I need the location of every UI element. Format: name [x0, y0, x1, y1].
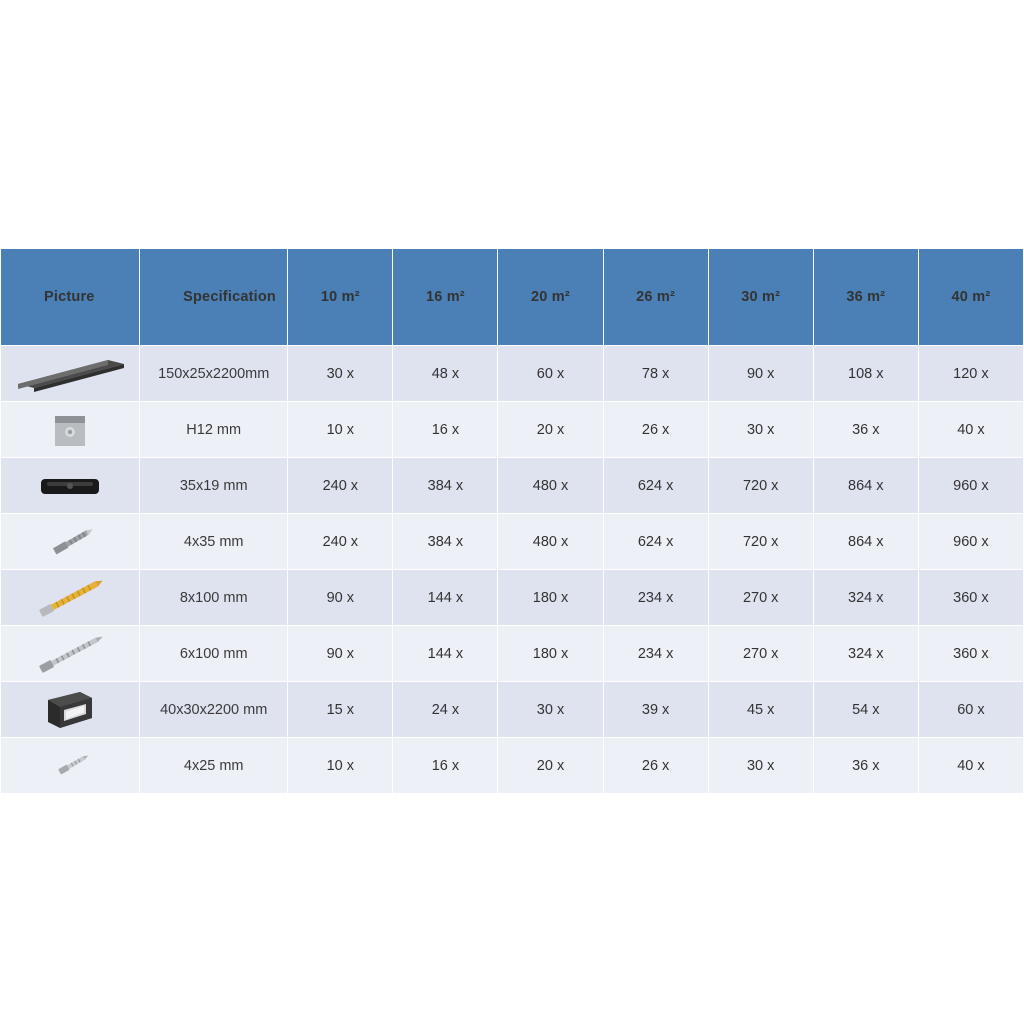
row-qty-30: 45 x: [708, 682, 813, 738]
row-qty-20: 480 x: [498, 458, 603, 514]
row-qty-30: 270 x: [708, 626, 813, 682]
screw-yellow-long-icon: [1, 572, 138, 623]
row-picture-cell: [1, 514, 140, 570]
row-qty-40: 960 x: [918, 514, 1023, 570]
column-header-40m2: 40 m²: [918, 249, 1023, 346]
row-qty-10: 30 x: [288, 346, 393, 402]
row-qty-40: 60 x: [918, 682, 1023, 738]
row-picture-cell: [1, 570, 140, 626]
table-row: [1, 346, 1024, 402]
table-header: [1, 249, 1024, 346]
row-qty-20: 480 x: [498, 514, 603, 570]
row-qty-26: 39 x: [603, 682, 708, 738]
row-qty-36: 108 x: [813, 346, 918, 402]
row-qty-30: 90 x: [708, 346, 813, 402]
spec-table-container: [0, 248, 1024, 794]
row-picture-cell: [1, 682, 140, 738]
row-qty-40: 120 x: [918, 346, 1023, 402]
row-qty-30: 30 x: [708, 738, 813, 794]
row-qty-26: 78 x: [603, 346, 708, 402]
row-qty-30: 720 x: [708, 514, 813, 570]
row-qty-10: 90 x: [288, 570, 393, 626]
row-qty-36: 36 x: [813, 402, 918, 458]
table-row: [1, 738, 1024, 794]
row-qty-40: 360 x: [918, 626, 1023, 682]
row-qty-30: 270 x: [708, 570, 813, 626]
row-qty-16: 144 x: [393, 626, 498, 682]
row-qty-10: 10 x: [288, 402, 393, 458]
row-qty-40: 960 x: [918, 458, 1023, 514]
row-qty-10: 240 x: [288, 458, 393, 514]
row-qty-20: 60 x: [498, 346, 603, 402]
row-specification: 150x25x2200mm: [140, 346, 288, 402]
row-qty-20: 180 x: [498, 626, 603, 682]
spacer-block-icon: [1, 404, 138, 455]
decking-board-icon: [1, 348, 138, 399]
row-qty-16: 384 x: [393, 514, 498, 570]
row-qty-20: 20 x: [498, 402, 603, 458]
row-qty-26: 624 x: [603, 514, 708, 570]
row-qty-20: 20 x: [498, 738, 603, 794]
row-specification: 6x100 mm: [140, 626, 288, 682]
table-row: [1, 682, 1024, 738]
screw-silver-long-icon: [1, 628, 138, 679]
table-body: [1, 346, 1024, 794]
table-row: [1, 514, 1024, 570]
column-header-specification: Specification: [140, 249, 288, 346]
row-qty-20: 30 x: [498, 682, 603, 738]
column-header-picture: Picture: [1, 249, 140, 346]
table-row: [1, 402, 1024, 458]
row-qty-40: 40 x: [918, 738, 1023, 794]
row-qty-20: 180 x: [498, 570, 603, 626]
clip-fastener-icon: [1, 460, 138, 511]
row-picture-cell: [1, 738, 140, 794]
row-qty-26: 234 x: [603, 626, 708, 682]
column-header-26m2: 26 m²: [603, 249, 708, 346]
row-qty-10: 240 x: [288, 514, 393, 570]
screw-silver-tiny-icon: [1, 740, 138, 791]
row-qty-36: 324 x: [813, 626, 918, 682]
row-qty-10: 90 x: [288, 626, 393, 682]
table-row: [1, 570, 1024, 626]
row-qty-10: 15 x: [288, 682, 393, 738]
row-specification: 40x30x2200 mm: [140, 682, 288, 738]
row-specification: 4x25 mm: [140, 738, 288, 794]
row-picture-cell: [1, 346, 140, 402]
row-qty-30: 720 x: [708, 458, 813, 514]
column-header-16m2: 16 m²: [393, 249, 498, 346]
row-qty-36: 864 x: [813, 514, 918, 570]
table-row: [1, 458, 1024, 514]
row-qty-40: 40 x: [918, 402, 1023, 458]
row-qty-16: 16 x: [393, 402, 498, 458]
row-qty-26: 234 x: [603, 570, 708, 626]
column-header-36m2: 36 m²: [813, 249, 918, 346]
row-picture-cell: [1, 458, 140, 514]
row-specification: 8x100 mm: [140, 570, 288, 626]
row-qty-26: 26 x: [603, 402, 708, 458]
row-qty-16: 24 x: [393, 682, 498, 738]
row-specification: H12 mm: [140, 402, 288, 458]
row-picture-cell: [1, 626, 140, 682]
screw-silver-short-icon: [1, 516, 138, 567]
row-qty-10: 10 x: [288, 738, 393, 794]
joist-beam-icon: [1, 684, 138, 735]
row-qty-40: 360 x: [918, 570, 1023, 626]
row-qty-16: 16 x: [393, 738, 498, 794]
row-qty-16: 384 x: [393, 458, 498, 514]
row-specification: 35x19 mm: [140, 458, 288, 514]
row-qty-36: 864 x: [813, 458, 918, 514]
row-qty-36: 54 x: [813, 682, 918, 738]
row-qty-16: 144 x: [393, 570, 498, 626]
row-qty-26: 26 x: [603, 738, 708, 794]
column-header-20m2: 20 m²: [498, 249, 603, 346]
row-specification: 4x35 mm: [140, 514, 288, 570]
row-qty-36: 324 x: [813, 570, 918, 626]
row-picture-cell: [1, 402, 140, 458]
row-qty-30: 30 x: [708, 402, 813, 458]
row-qty-36: 36 x: [813, 738, 918, 794]
row-qty-26: 624 x: [603, 458, 708, 514]
parts-quantity-table: [0, 248, 1024, 794]
column-header-30m2: 30 m²: [708, 249, 813, 346]
row-qty-16: 48 x: [393, 346, 498, 402]
table-row: [1, 626, 1024, 682]
header-row: [1, 249, 1024, 346]
column-header-10m2: 10 m²: [288, 249, 393, 346]
